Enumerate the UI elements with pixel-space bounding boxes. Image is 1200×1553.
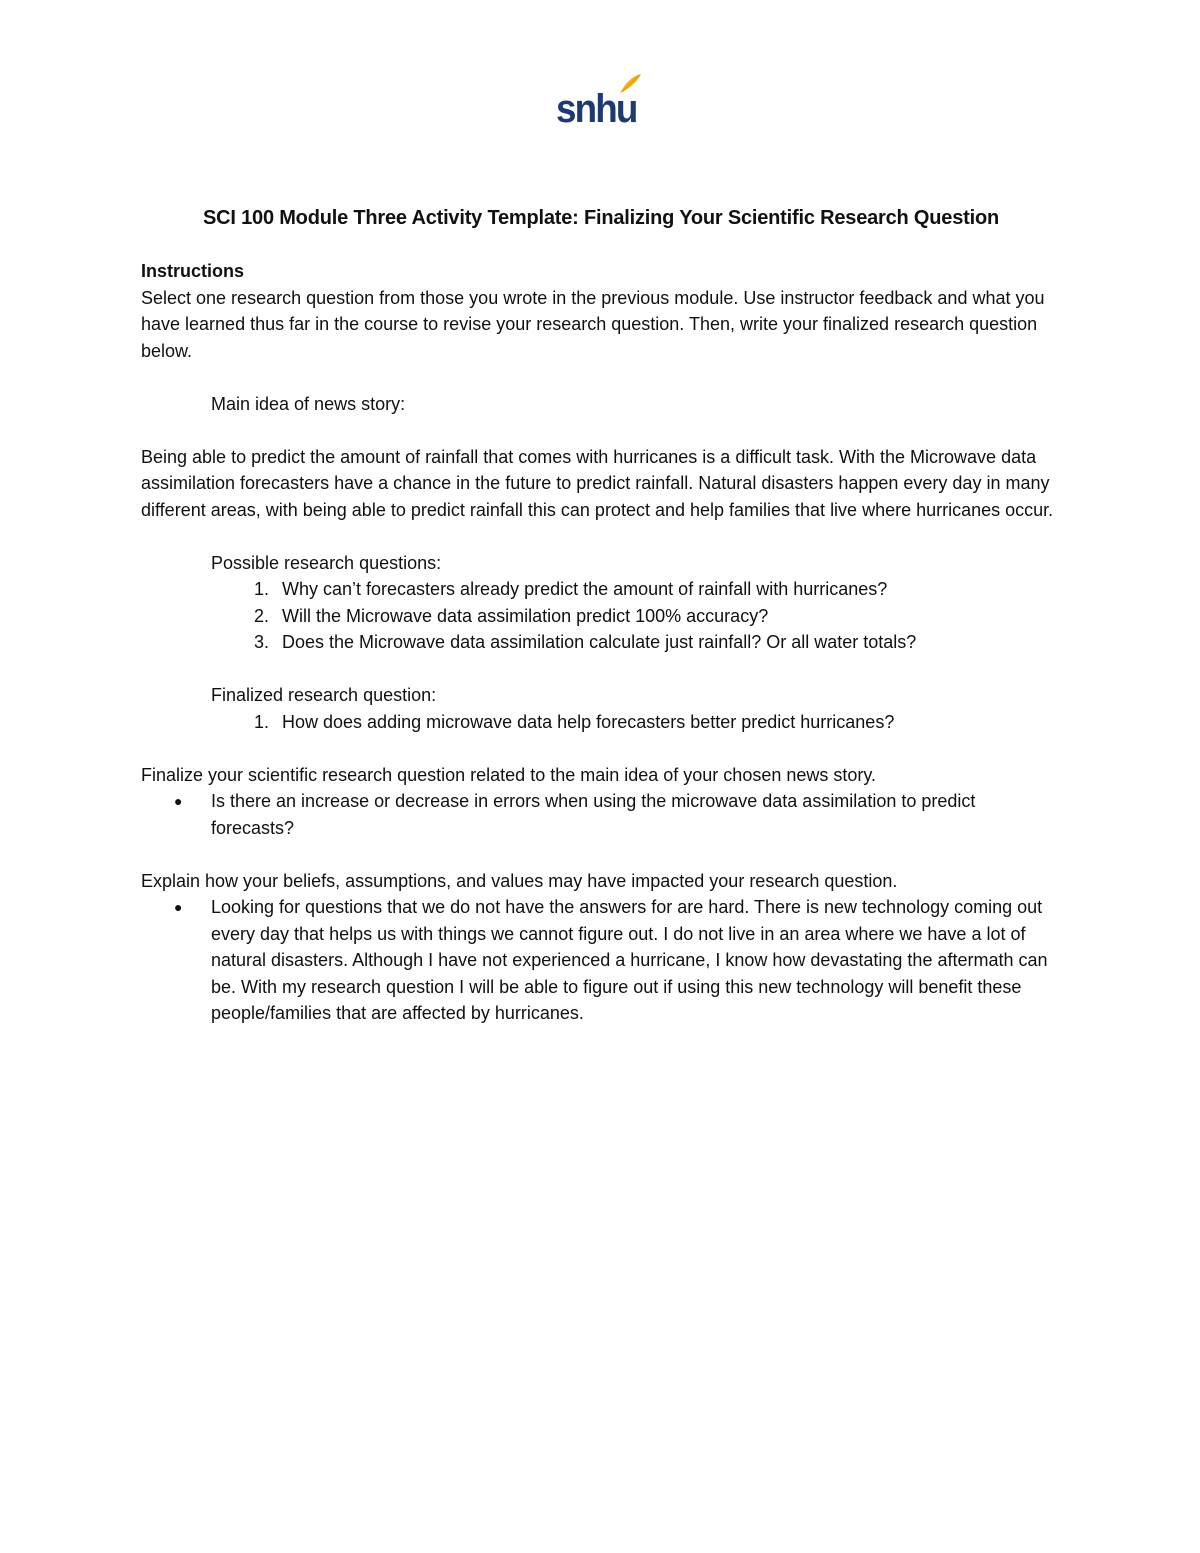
- finalize-answer-text: Is there an increase or decrease in errors when using the microwave data assimilation to predict forecasts?: [211, 791, 976, 838]
- page-title: SCI 100 Module Three Activity Template: Finalizing Your Scientific Research Question: [203, 207, 999, 229]
- possible-questions-label: Possible research questions:: [211, 552, 442, 573]
- instructions-heading: Instructions: [141, 261, 245, 281]
- list-item-text: How does adding microwave data help forecasters better predict hurricanes?: [282, 711, 895, 732]
- bullet-icon: ●: [174, 793, 183, 809]
- finalized-question-label: Finalized research question:: [211, 685, 437, 705]
- list-number: 1.: [253, 579, 269, 599]
- list-item-text: Will the Microwave data assimilation predict 100% accuracy?: [282, 605, 769, 626]
- explain-answer-list: [141, 894, 1061, 1027]
- list-item: [141, 603, 1061, 630]
- list-item-text: Does the Microwave data assimilation calculate just rainfall? Or all water totals?: [282, 632, 917, 652]
- snhu-logo: [556, 72, 642, 134]
- list-item: [141, 709, 1061, 736]
- document-body: [141, 204, 1061, 1027]
- bullet-icon: ●: [174, 899, 183, 915]
- list-number: 2.: [253, 605, 269, 626]
- list-number: 1.: [253, 711, 269, 732]
- explain-answer-text: Looking for questions that we do not have the answers for are hard. There is new technology coming out every day that helps us with things we cannot figure out. I do not live in an area where we have a lot of natural disasters. Although I have not experienced a hurricane, I know how devastating the aftermath can be. With my research question I will be able to figure out if using this new technology will benefit these people/families that are affected by hurricanes.: [211, 897, 1048, 1023]
- finalize-answer-list: [141, 788, 1061, 841]
- list-item: [141, 629, 1061, 656]
- main-idea-text: Being able to predict the amount of rainfall that comes with hurricanes is a difficult task. With the Microwave data assimilation forecasters have a chance in the future to predict rainfall. Natural disasters happen every day in many different areas, with being able to predict rainfall this can protect and help families that live where hurricanes occur.: [141, 446, 1054, 520]
- list-item: [141, 788, 1061, 841]
- list-number: 3.: [253, 632, 269, 652]
- finalize-prompt: Finalize your scientific research question related to the main idea of your chosen news story.: [141, 764, 877, 785]
- list-item: [141, 576, 1061, 603]
- list-item: [141, 894, 1061, 1027]
- main-idea-label: Main idea of news story:: [211, 393, 406, 414]
- logo-wordmark: snhu: [556, 87, 637, 131]
- explain-prompt: Explain how your beliefs, assumptions, and values may have impacted your research question.: [141, 870, 898, 891]
- list-item-text: Why can’t forecasters already predict the amount of rainfall with hurricanes?: [282, 579, 888, 599]
- instructions-text: Select one research question from those you wrote in the previous module. Use instructor feedback and what you have learned thus far in the course to revise your research question. Then, write your finalized research question below.: [141, 287, 1045, 361]
- possible-questions-list: [141, 576, 1061, 656]
- finalized-question-list: [141, 709, 1061, 736]
